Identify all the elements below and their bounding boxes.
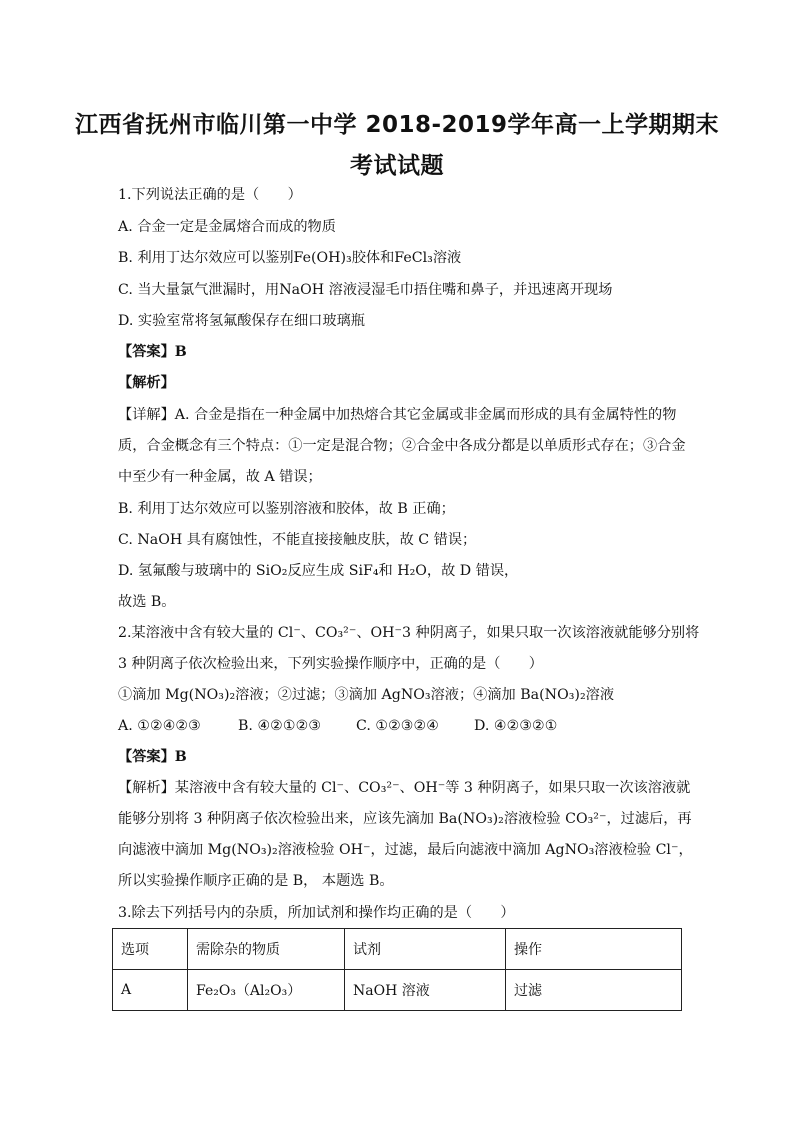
table-cell: A bbox=[113, 970, 188, 1011]
document-title-line2: 考试试题 bbox=[350, 153, 444, 179]
q3-options-table bbox=[112, 928, 682, 1011]
q3-stem: 3.除去下列括号内的杂质，所加试剂和操作均正确的是（ ） bbox=[118, 905, 515, 921]
q1-analysis-line: 中至少有一种金属，故 A 错误； bbox=[118, 469, 322, 485]
q2-analysis-line: 【解析】某溶液中含有较大量的 Cl⁻、CO₃²⁻、OH⁻等 3 种阴离子，如果只取一次该溶液就 bbox=[118, 780, 691, 796]
q1-stem: 1.下列说法正确的是（ ） bbox=[118, 187, 302, 203]
q1-analysis-label: 【解析】 bbox=[118, 375, 175, 391]
q2-analysis-line: 向滤液中滴加 Mg(NO₃)₂溶液检验 OH⁻，过滤，最后向滤液中滴加 AgNO₃溶液检验 Cl⁻， bbox=[118, 842, 693, 858]
table-header-cell: 选项 bbox=[113, 929, 188, 970]
q1-analysis-line: B. 利用丁达尔效应可以鉴别溶液和胶体，故 B 正确； bbox=[118, 501, 455, 517]
table-row bbox=[113, 970, 682, 1011]
table-cell: NaOH 溶液 bbox=[345, 970, 506, 1011]
q2-stem-line: ①滴加 Mg(NO₃)₂溶液；②过滤；③滴加 AgNO₃溶液；④滴加 Ba(NO₃)₂溶液 bbox=[118, 687, 615, 703]
table-cell: 过滤 bbox=[506, 970, 682, 1011]
q1-analysis-line: 质，合金概念有三个特点：①一定是混合物；②合金中各成分都是以单质形式存在；③合金 bbox=[118, 438, 686, 454]
q1-option-b: B. 利用丁达尔效应可以鉴别Fe(OH)₃胶体和FeCl₃溶液 bbox=[118, 250, 462, 266]
q2-option-c: C. ①②③②④ bbox=[356, 718, 439, 734]
table-header-cell: 操作 bbox=[506, 929, 682, 970]
q2-analysis-line: 能够分别将 3 种阴离子依次检验出来，应该先滴加 Ba(NO₃)₂溶液检验 CO₃²⁻，过滤后，再 bbox=[118, 811, 692, 827]
q1-analysis-line: 【详解】A. 合金是指在一种金属中加热熔合其它金属或非金属而形成的具有金属特性的物 bbox=[118, 407, 677, 423]
q2-option-a: A. ①②④②③ bbox=[118, 718, 201, 734]
table-header-cell: 需除杂的物质 bbox=[188, 929, 345, 970]
table-cell: Fe₂O₃（Al₂O₃） bbox=[188, 970, 345, 1011]
q2-stem-line: 3 种阴离子依次检验出来，下列实验操作顺序中，正确的是（ ） bbox=[118, 656, 543, 672]
table-header-row bbox=[113, 929, 682, 970]
q2-analysis-line: 所以实验操作顺序正确的是 B， 本题选 B。 bbox=[118, 873, 394, 889]
q1-analysis-line: D. 氢氟酸与玻璃中的 SiO₂反应生成 SiF₄和 H₂O，故 D 错误， bbox=[118, 563, 519, 579]
q2-option-d: D. ④②③②① bbox=[474, 718, 558, 734]
q1-option-c: C. 当大量氯气泄漏时，用NaOH 溶液浸湿毛巾捂住嘴和鼻子，并迅速离开现场 bbox=[118, 282, 613, 298]
q2-option-b: B. ④②①②③ bbox=[238, 718, 322, 734]
q2-stem-line: 2.某溶液中含有较大量的 Cl⁻、CO₃²⁻、OH⁻3 种阴离子，如果只取一次该溶液就能够分别将 bbox=[118, 625, 700, 641]
q1-option-d: D. 实验室常将氢氟酸保存在细口玻璃瓶 bbox=[118, 313, 365, 329]
q1-answer: 【答案】B bbox=[118, 344, 187, 360]
document-title-line1: 江西省抚州市临川第一中学 2018-2019学年高一上学期期末 bbox=[74, 112, 720, 138]
q2-answer: 【答案】B bbox=[118, 749, 187, 765]
q1-analysis-line: C. NaOH 具有腐蚀性，不能直接接触皮肤，故 C 错误； bbox=[118, 532, 477, 548]
q1-analysis-line: 故选 B。 bbox=[118, 594, 176, 610]
q1-option-a: A. 合金一定是金属熔合而成的物质 bbox=[118, 219, 336, 235]
table-header-cell: 试剂 bbox=[345, 929, 506, 970]
